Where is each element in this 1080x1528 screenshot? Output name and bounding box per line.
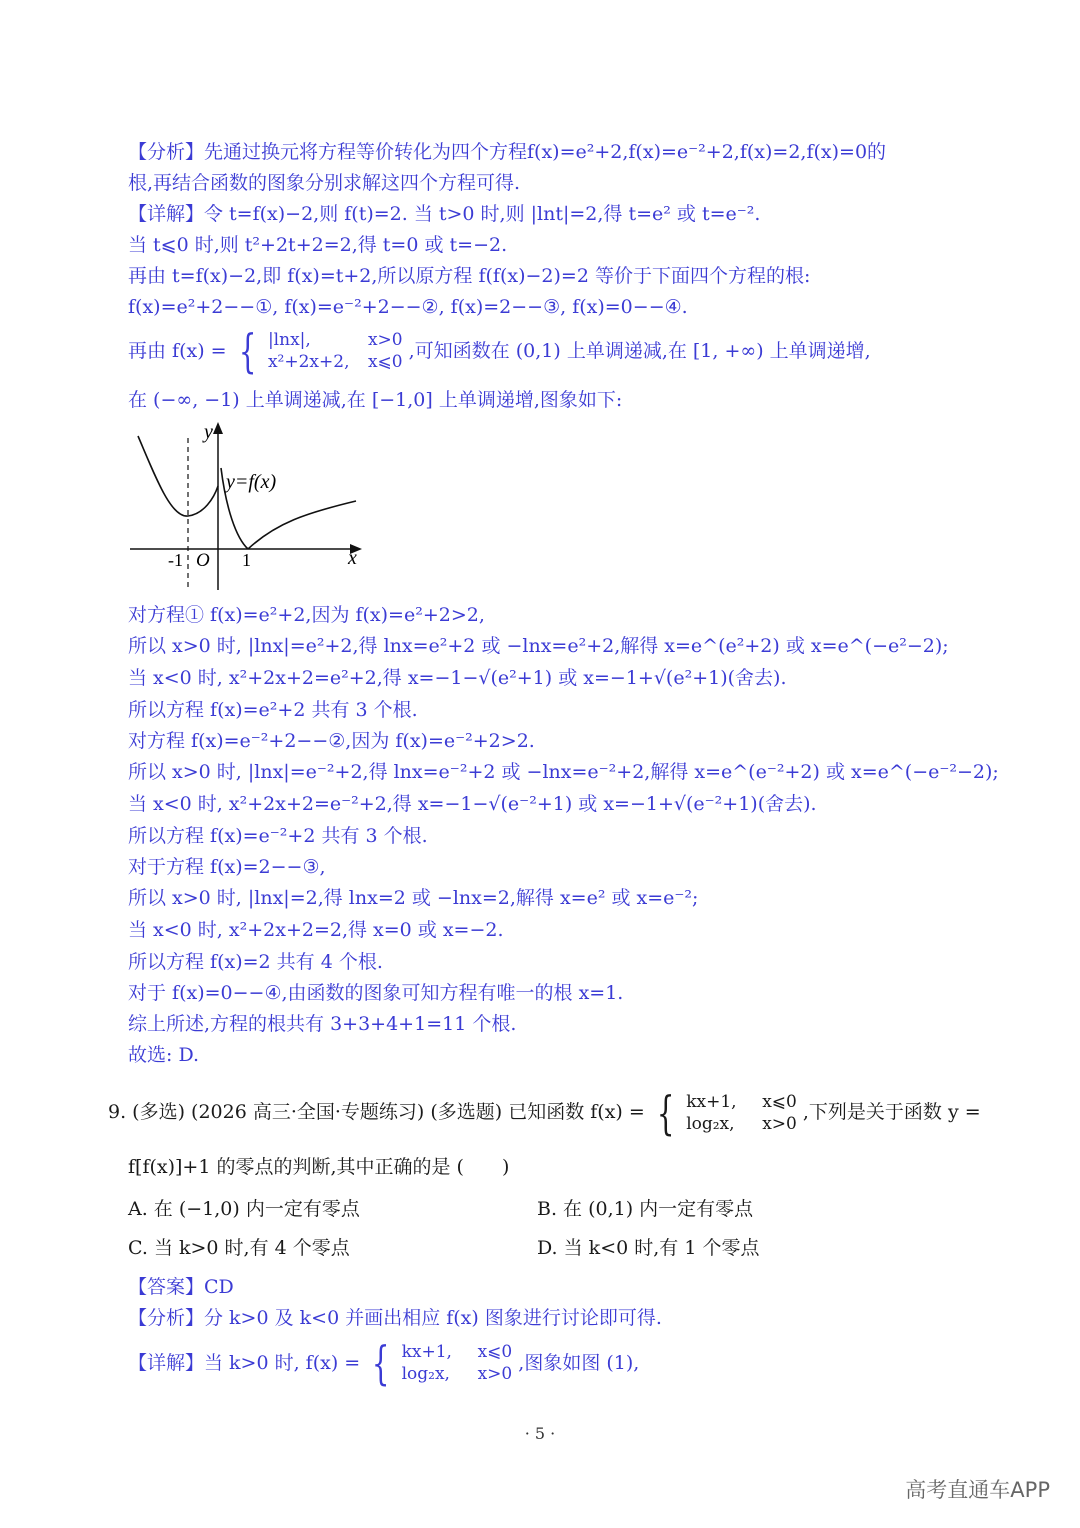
detail-line-6: 在 (−∞, −1) 上单调递减,在 [−1,0] 上单调递增,图象如下: bbox=[128, 389, 623, 411]
option-c: C. 当 k>0 时,有 4 个零点 bbox=[128, 1237, 350, 1259]
piecewise-definition bbox=[128, 324, 871, 378]
piecewise-suffix: ,可知函数在 (0,1) 上单调递减,在 [1, +∞) 上单调递增, bbox=[408, 340, 871, 362]
function-graph bbox=[126, 418, 366, 594]
q9-case-1-expr: kx+1, bbox=[686, 1092, 737, 1112]
case-2-expr: x²+2x+2, bbox=[267, 352, 350, 372]
solution-line: 所以 x>0 时, |lnx|=e⁻²+2,得 lnx=e⁻²+2 或 −lnx=e⁻²+2,解得 x=e^(e⁻²+2) 或 x=e^(−e⁻²−2); bbox=[128, 761, 999, 783]
curve-right bbox=[248, 501, 356, 549]
brace-icon: { bbox=[372, 1336, 390, 1390]
page-number: · 5 · bbox=[524, 1424, 556, 1443]
case-1-expr: |lnx|, bbox=[267, 330, 311, 350]
brace-icon: { bbox=[656, 1086, 675, 1140]
detail-line-4: f(x)=e²+2−−①, f(x)=e⁻²+2−−②, f(x)=2−−③, f(x)=0−−④. bbox=[128, 296, 688, 318]
option-d: D. 当 k<0 时,有 1 个零点 bbox=[537, 1237, 760, 1259]
detail-line-3: 再由 t=f(x)−2,即 f(x)=t+2,所以原方程 f(f(x)−2)=2 等价于下面四个方程的根: bbox=[128, 265, 811, 287]
origin-label: O bbox=[196, 550, 210, 571]
y-axis-label: y bbox=[204, 421, 213, 443]
solution-line: 所以 x>0 时, |lnx|=e²+2,得 lnx=e²+2 或 −lnx=e²+2,解得 x=e^(e²+2) 或 x=e^(−e²−2); bbox=[128, 635, 949, 657]
watermark: 高考直通车APP bbox=[905, 1478, 1050, 1502]
curve-left bbox=[138, 436, 218, 516]
solution-line: 对方程① f(x)=e²+2,因为 f(x)=e²+2>2, bbox=[128, 604, 485, 626]
question-9-suffix: ,下列是关于函数 y = bbox=[802, 1101, 981, 1123]
solution-line: 综上所述,方程的根共有 3+3+4+1=11 个根. bbox=[128, 1013, 517, 1035]
analysis-line-1: 【分析】先通过换元将方程等价转化为四个方程f(x)=e²+2,f(x)=e⁻²+2,f(x)=2,f(x)=0的 bbox=[128, 141, 887, 163]
curve-label: y=f(x) bbox=[226, 471, 277, 493]
solution-line: 所以方程 f(x)=e²+2 共有 3 个根. bbox=[128, 699, 418, 721]
piecewise-cases bbox=[268, 329, 403, 373]
answer-detail-piecewise bbox=[128, 1336, 640, 1390]
detail-line-2: 当 t⩽0 时,则 t²+2t+2=2,得 t=0 或 t=−2. bbox=[128, 234, 508, 256]
solution-line: 所以 x>0 时, |lnx|=2,得 lnx=2 或 −lnx=2,解得 x=e² 或 x=e⁻²; bbox=[128, 887, 699, 909]
answer-detail-suffix: ,图象如图 (1), bbox=[518, 1352, 640, 1374]
brace-icon: { bbox=[238, 324, 257, 378]
answer-line: 【答案】CD bbox=[128, 1276, 234, 1298]
a9-case-1-expr: kx+1, bbox=[401, 1342, 452, 1362]
question-9-line-2: f[f(x)]+1 的零点的判断,其中正确的是 ( ) bbox=[128, 1156, 510, 1178]
a9-case-2-cond: x>0 bbox=[477, 1364, 513, 1384]
solution-line: 当 x<0 时, x²+2x+2=2,得 x=0 或 x=−2. bbox=[128, 919, 504, 941]
question-9-stem bbox=[108, 1086, 981, 1140]
q9-case-2-expr: log₂x, bbox=[686, 1114, 735, 1134]
question-9-cases bbox=[686, 1091, 797, 1135]
case-1-cond: x>0 bbox=[367, 330, 403, 350]
solution-line: 故选: D. bbox=[128, 1044, 200, 1066]
tick-label-neg1: -1 bbox=[168, 550, 183, 570]
a9-case-1-cond: x⩽0 bbox=[477, 1342, 513, 1362]
answer-analysis-line: 【分析】分 k>0 及 k<0 并画出相应 f(x) 图象进行讨论即可得. bbox=[128, 1307, 662, 1329]
answer-detail-prefix: 【详解】当 k>0 时, f(x) = bbox=[128, 1352, 361, 1374]
solution-line: 当 x<0 时, x²+2x+2=e²+2,得 x=−1−√(e²+1) 或 x=−1+√(e²+1)(舍去). bbox=[128, 667, 787, 689]
solution-line: 对于 f(x)=0−−④,由函数的图象可知方程有唯一的根 x=1. bbox=[128, 982, 624, 1004]
answer-cases bbox=[402, 1341, 513, 1385]
detail-line-1: 【详解】令 t=f(x)−2,则 f(t)=2. 当 t>0 时,则 |lnt|=2,得 t=e² 或 t=e⁻². bbox=[128, 203, 761, 225]
tick-label-1: 1 bbox=[242, 550, 251, 570]
piecewise-prefix: 再由 f(x) = bbox=[128, 340, 227, 362]
a9-case-2-expr: log₂x, bbox=[401, 1364, 450, 1384]
x-axis-label: x bbox=[348, 547, 357, 569]
solution-line: 对于方程 f(x)=2−−③, bbox=[128, 856, 326, 878]
q9-case-2-cond: x>0 bbox=[762, 1114, 797, 1134]
q9-case-1-cond: x⩽0 bbox=[762, 1092, 797, 1112]
solution-line: 当 x<0 时, x²+2x+2=e⁻²+2,得 x=−1−√(e⁻²+1) 或 x=−1+√(e⁻²+1)(舍去). bbox=[128, 793, 817, 815]
case-2-cond: x⩽0 bbox=[367, 352, 403, 372]
analysis-line-2: 根,再结合函数的图象分别求解这四个方程可得. bbox=[128, 172, 521, 194]
solution-line: 对方程 f(x)=e⁻²+2−−②,因为 f(x)=e⁻²+2>2. bbox=[128, 730, 535, 752]
solution-line: 所以方程 f(x)=2 共有 4 个根. bbox=[128, 951, 383, 973]
question-9-prefix: 9. (多选) (2026 高三·全国·专题练习) (多选题) 已知函数 f(x) = bbox=[108, 1101, 645, 1123]
option-b: B. 在 (0,1) 内一定有零点 bbox=[537, 1198, 754, 1220]
y-axis-arrow-icon bbox=[213, 422, 223, 434]
solution-line: 所以方程 f(x)=e⁻²+2 共有 3 个根. bbox=[128, 825, 428, 847]
option-a: A. 在 (−1,0) 内一定有零点 bbox=[128, 1198, 360, 1220]
